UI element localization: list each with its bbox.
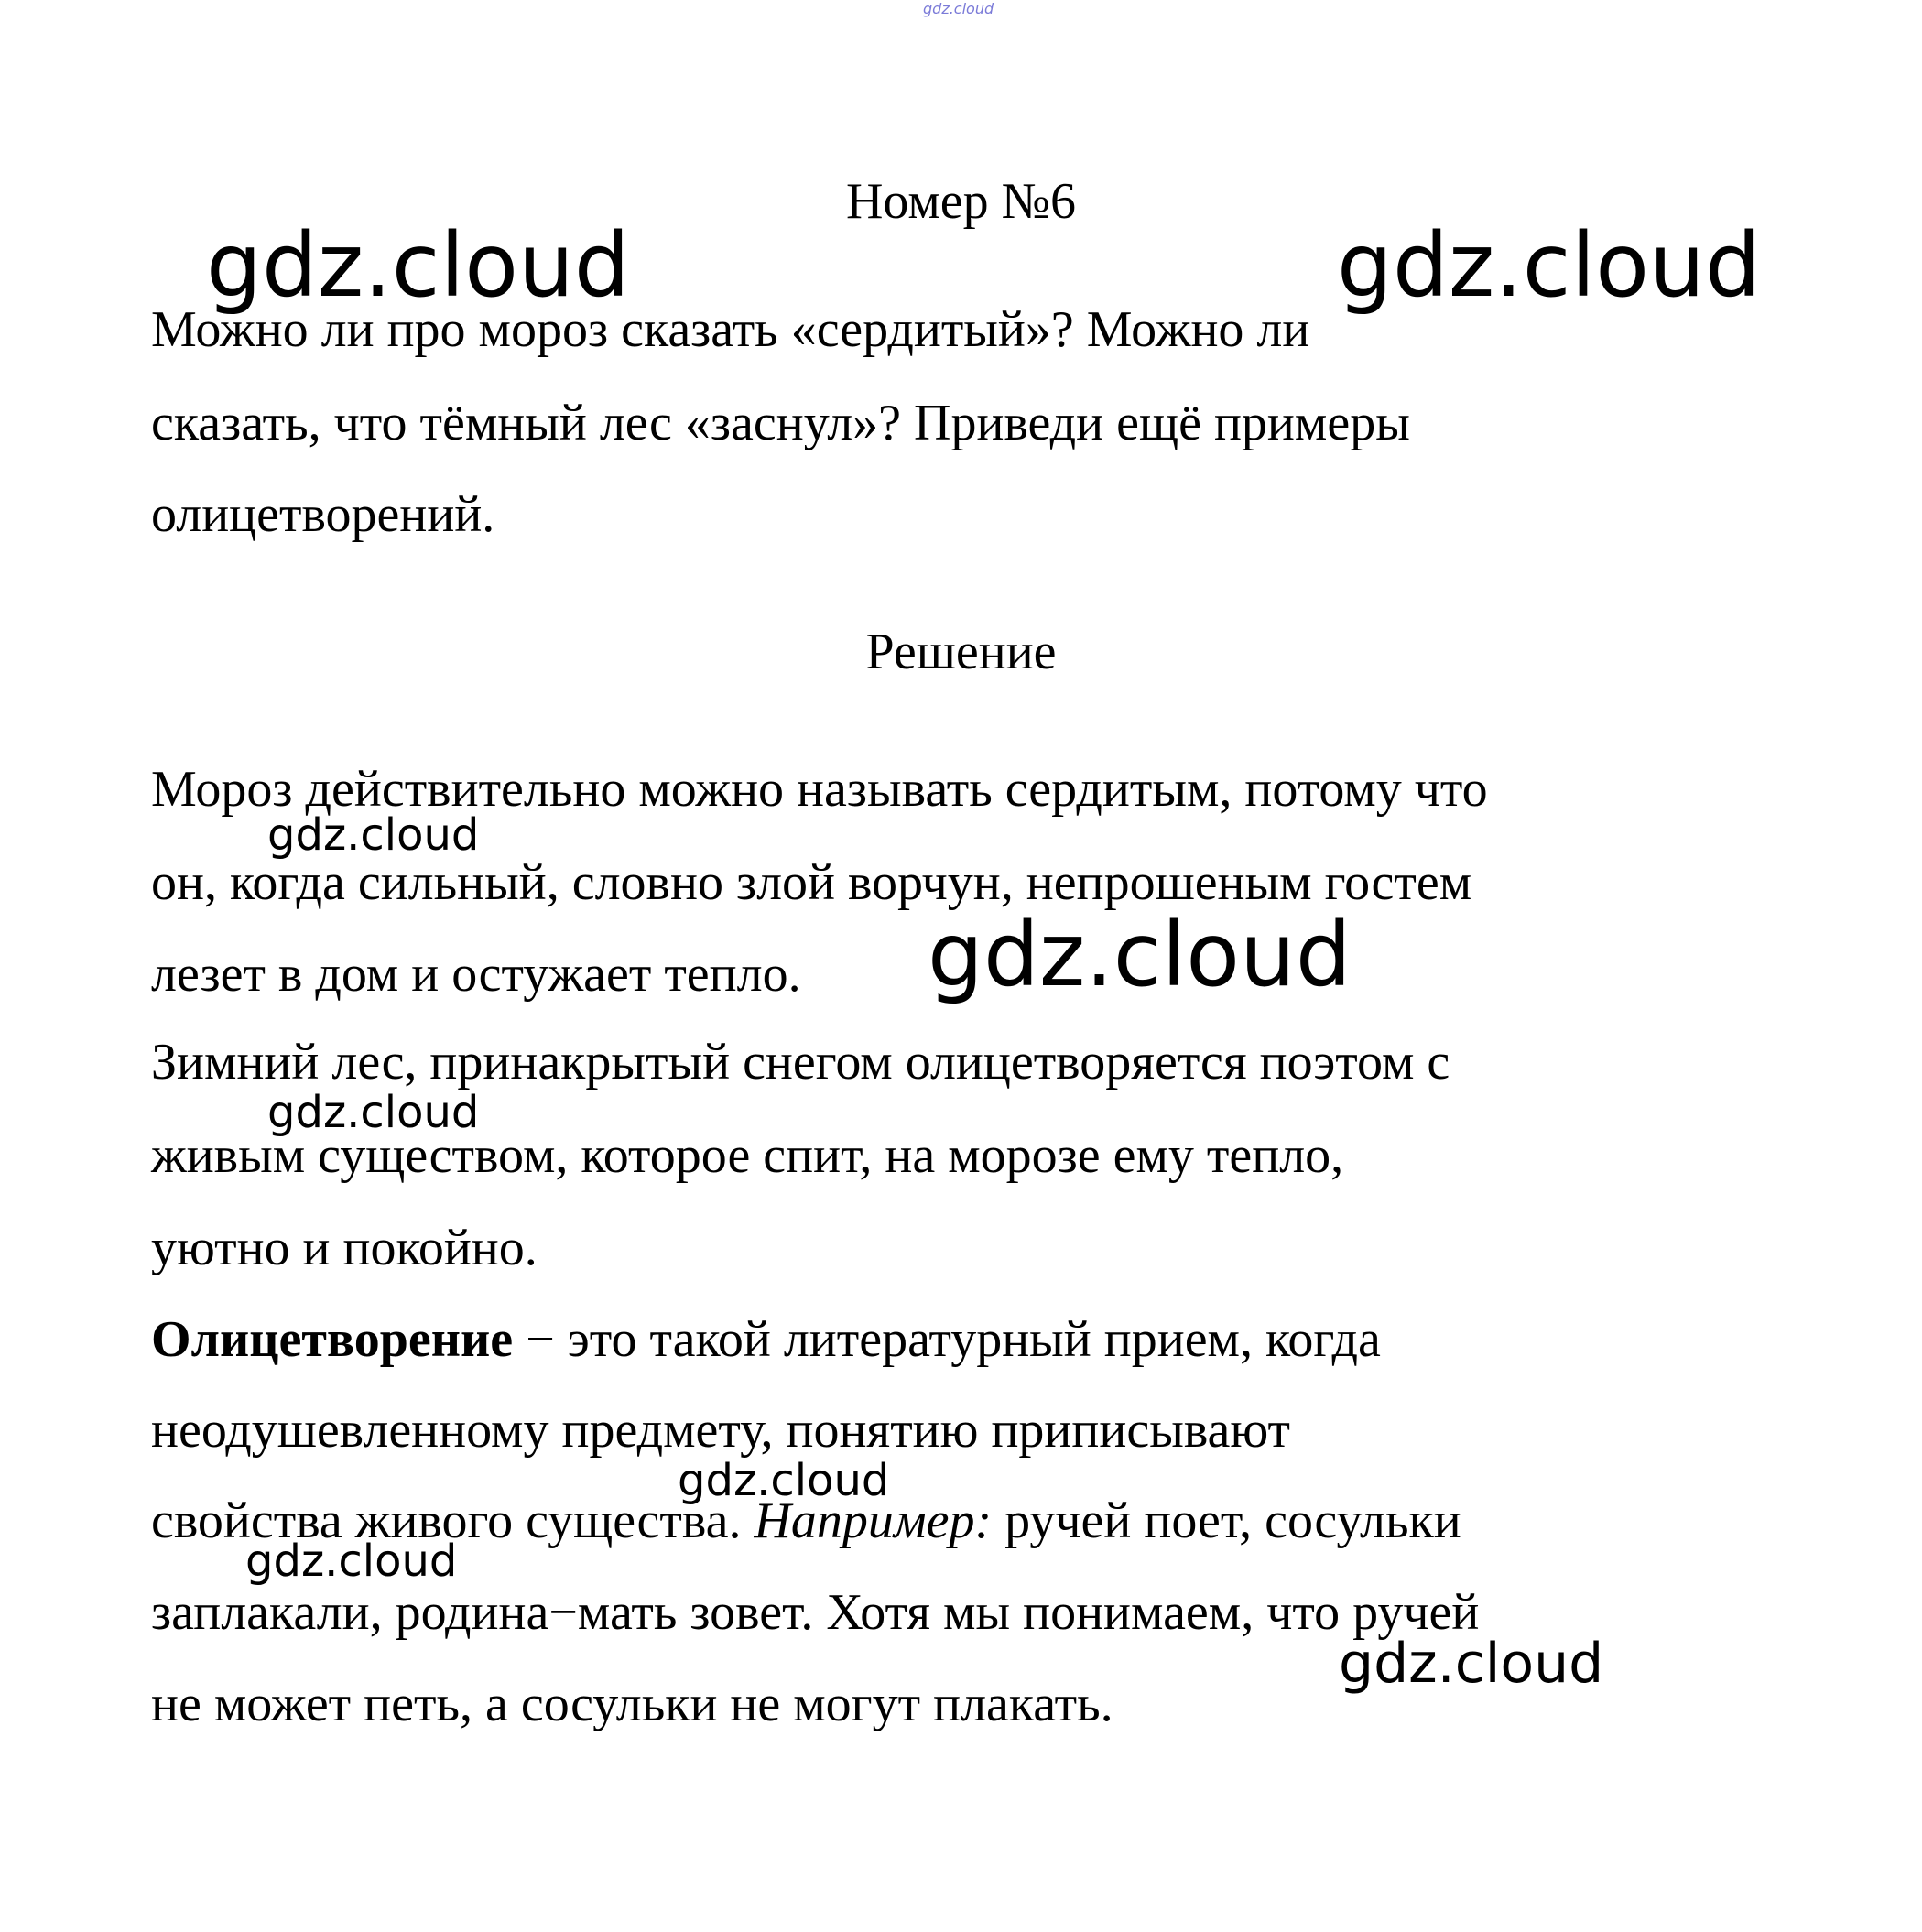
- watermark-top-right: gdz.cloud: [1337, 214, 1761, 317]
- watermark-mid-1: gdz.cloud: [267, 809, 480, 861]
- answer-p2-line-3: уютно и покойно.: [151, 1220, 538, 1276]
- definition-line-2: неодушевленному предмету, понятию приписывают: [151, 1402, 1290, 1459]
- question-line-3: олицетворений.: [151, 486, 495, 543]
- watermark-lower-1: gdz.cloud: [678, 1455, 890, 1506]
- definition-line-5: не может петь, а сосульки не могут плакать.: [151, 1676, 1113, 1732]
- definition-line-1: [151, 1308, 1381, 1372]
- definition-term: Олицетворение: [151, 1311, 514, 1368]
- answer-p1-line-2: он, когда сильный, словно злой ворчун, непрошеным гостем: [151, 854, 1472, 911]
- watermark-lower-2: gdz.cloud: [245, 1536, 458, 1587]
- definition-line-1-rest: − это такой литературный прием, когда: [513, 1311, 1381, 1368]
- watermark-mid-big: gdz.cloud: [928, 904, 1352, 1006]
- example-label: Например:: [754, 1492, 993, 1549]
- question-line-1: Можно ли про мороз сказать «сердитый»? Можно ли: [151, 301, 1310, 358]
- answer-p1-line-3: лезет в дом и остужает тепло.: [151, 946, 801, 1003]
- definition-line-3-end: ручей поет, сосульки: [992, 1492, 1461, 1549]
- watermark-top-tiny: gdz.cloud: [923, 0, 994, 17]
- definition-line-4: заплакали, родина−мать зовет. Хотя мы понимаем, что ручей: [151, 1584, 1480, 1641]
- answer-p2-line-1: Зимний лес, принакрытый снегом олицетворяется поэтом с: [151, 1034, 1450, 1091]
- question-line-2: сказать, что тёмный лес «заснул»? Приведи ещё примеры: [151, 395, 1410, 451]
- watermark-lower-3: gdz.cloud: [1339, 1632, 1604, 1696]
- watermark-top-left: gdz.cloud: [206, 214, 630, 317]
- watermark-mid-2: gdz.cloud: [267, 1087, 480, 1138]
- answer-p1-line-1: Мороз действительно можно называть сердитым, потому что: [151, 761, 1488, 818]
- answer-p2-line-2: живым существом, которое спит, на морозе ему тепло,: [151, 1127, 1344, 1184]
- solution-heading: Решение: [865, 624, 1057, 680]
- definition-line-3-start: свойства живого существа.: [151, 1492, 755, 1549]
- page-title: Номер №6: [845, 173, 1077, 230]
